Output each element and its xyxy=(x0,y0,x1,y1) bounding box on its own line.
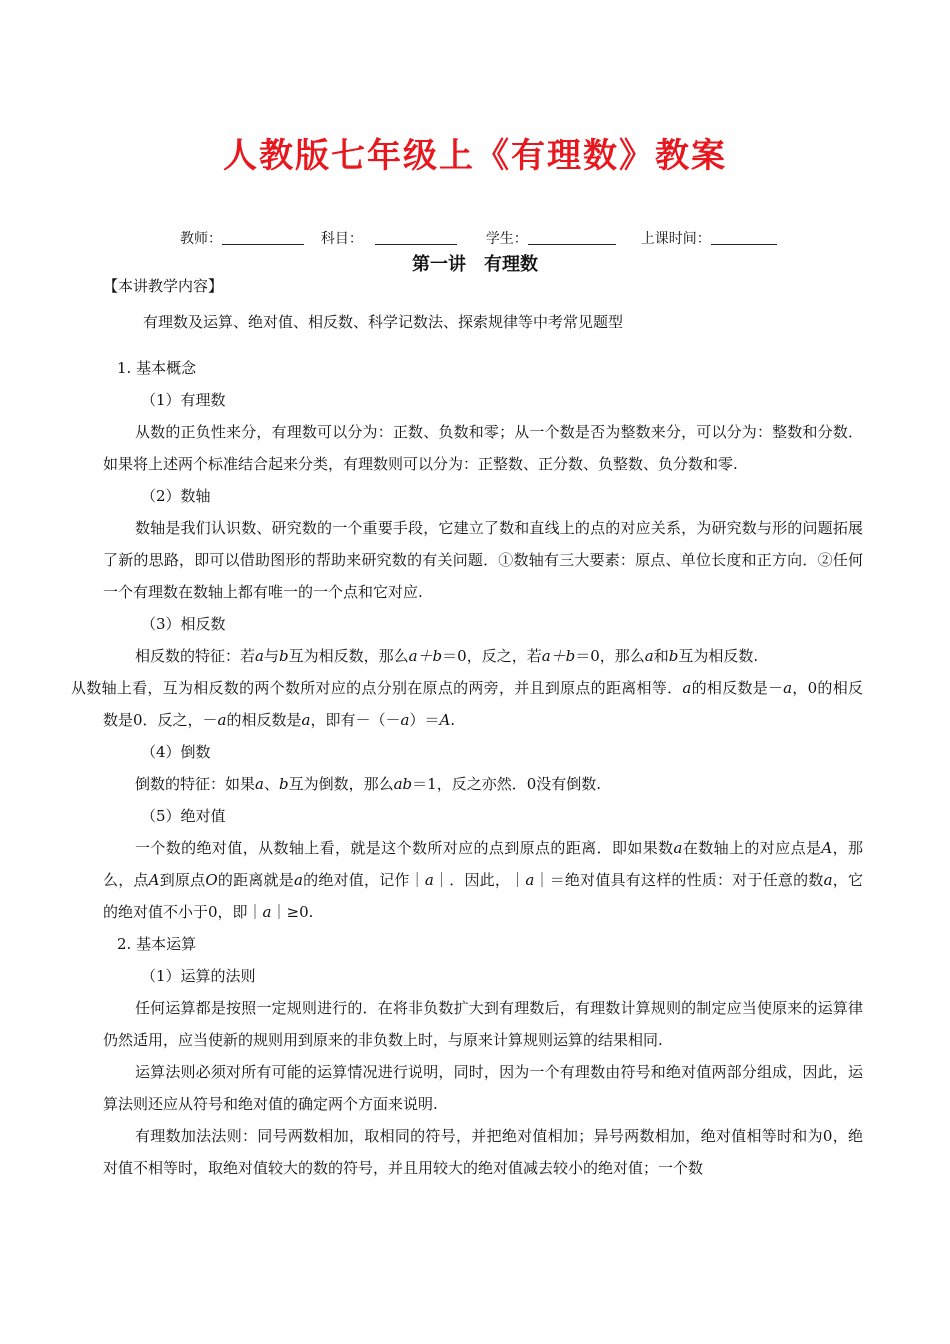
subsection-rational-heading: （1）有理数 xyxy=(141,391,226,409)
subject-blank xyxy=(375,230,457,245)
subsection-absolute-heading: （5）绝对值 xyxy=(141,807,226,825)
time-blank xyxy=(711,230,777,245)
student-label: 学生： xyxy=(485,231,528,247)
info-line xyxy=(180,228,777,248)
lecture-title: 第一讲 有理数 xyxy=(412,254,538,275)
subsection-absolute-text: 一个数的绝对值，从数轴上看，就是这个数所对应的点到原点的距离．即如果数a在数轴上的对应点是A，那么，点A到原点O的距离就是a的绝对值，记作｜a｜．因此，｜a｜＝绝对值具有这样的性质：对于任意的数a，它的绝对值不小于0，即｜a｜≥0. xyxy=(103,839,863,921)
subsection-number-line-text: 数轴是我们认识数、研究数的一个重要手段，它建立了数和直线上的点的对应关系，为研究数与形的问题拓展了新的思路，即可以借助图形的帮助来研究数的有关问题．①数轴有三大要素：原点、单位长度和正方向．②任何一个有理数在数轴上都有唯一的一个点和它对应. xyxy=(103,519,863,601)
subject-label: 科目： xyxy=(320,231,363,247)
teacher-blank xyxy=(222,230,304,245)
content-summary-block xyxy=(103,306,863,338)
student-blank xyxy=(528,230,616,245)
subsection-reciprocal-heading: （4）倒数 xyxy=(141,743,211,761)
subsection-rules-heading: （1）运算的法则 xyxy=(141,967,256,985)
section-1-heading: 1. 基本概念 xyxy=(117,359,197,377)
teacher-label: 教师： xyxy=(180,231,222,247)
subsection-reciprocal-text: 倒数的特征：如果a、b互为倒数，那么ab＝1，反之亦然．0没有倒数. xyxy=(135,775,602,793)
document-title: 人教版七年级上《有理数》教案 xyxy=(223,136,727,176)
subsection-opposite-heading: （3）相反数 xyxy=(141,615,226,633)
subsection-opposite-text: 相反数的特征：若a与b互为相反数，那么a＋b＝0，反之，若a＋b＝0，那么a和b互为相反数. 从数轴上看，互为相反数的两个数所对应的点分别在原点的两旁，并且到原点的距离相等．a的相反数是－a，0的相反数是0．反之，－a的相反数是a，即有－（－a）＝A. xyxy=(71,647,863,729)
content-header: 【本讲教学内容】 xyxy=(103,277,224,295)
content-summary: 有理数及运算、绝对值、相反数、科学记数法、探索规律等中考常见题型 xyxy=(143,313,624,331)
content-header-block xyxy=(103,270,863,302)
rules-paragraph-1: 任何运算都是按照一定规则进行的．在将非负数扩大到有理数后，有理数计算规则的制定应当使原来的运算律仍然适用，应当使新的规则用到原来的非负数上时，与原来计算规则运算的结果相同. xyxy=(103,999,863,1049)
time-label: 上课时间： xyxy=(640,231,711,247)
subsection-rational-text: 从数的正负性来分，有理数可以分为：正数、负数和零；从一个数是否为整数来分，可以分为：整数和分数．如果将上述两个标准结合起来分类，有理数则可以分为：正整数、正分数、负整数、负分数和零. xyxy=(103,423,863,473)
rules-paragraph-2: 运算法则必须对所有可能的运算情况进行说明，同时，因为一个有理数由符号和绝对值两部分组成，因此，运算法则还应从符号和绝对值的确定两个方面来说明. xyxy=(103,1063,863,1113)
section-2-heading: 2. 基本运算 xyxy=(117,935,197,953)
rules-paragraph-3: 有理数加法法则：同号两数相加，取相同的符号，并把绝对值相加；异号两数相加，绝对值相等时和为0，绝对值不相等时，取绝对值较大的数的符号，并且用较大的绝对值减去较小的绝对值；一个数 xyxy=(103,1127,863,1177)
section-1 xyxy=(71,352,863,1184)
subsection-number-line-heading: （2）数轴 xyxy=(141,487,211,505)
